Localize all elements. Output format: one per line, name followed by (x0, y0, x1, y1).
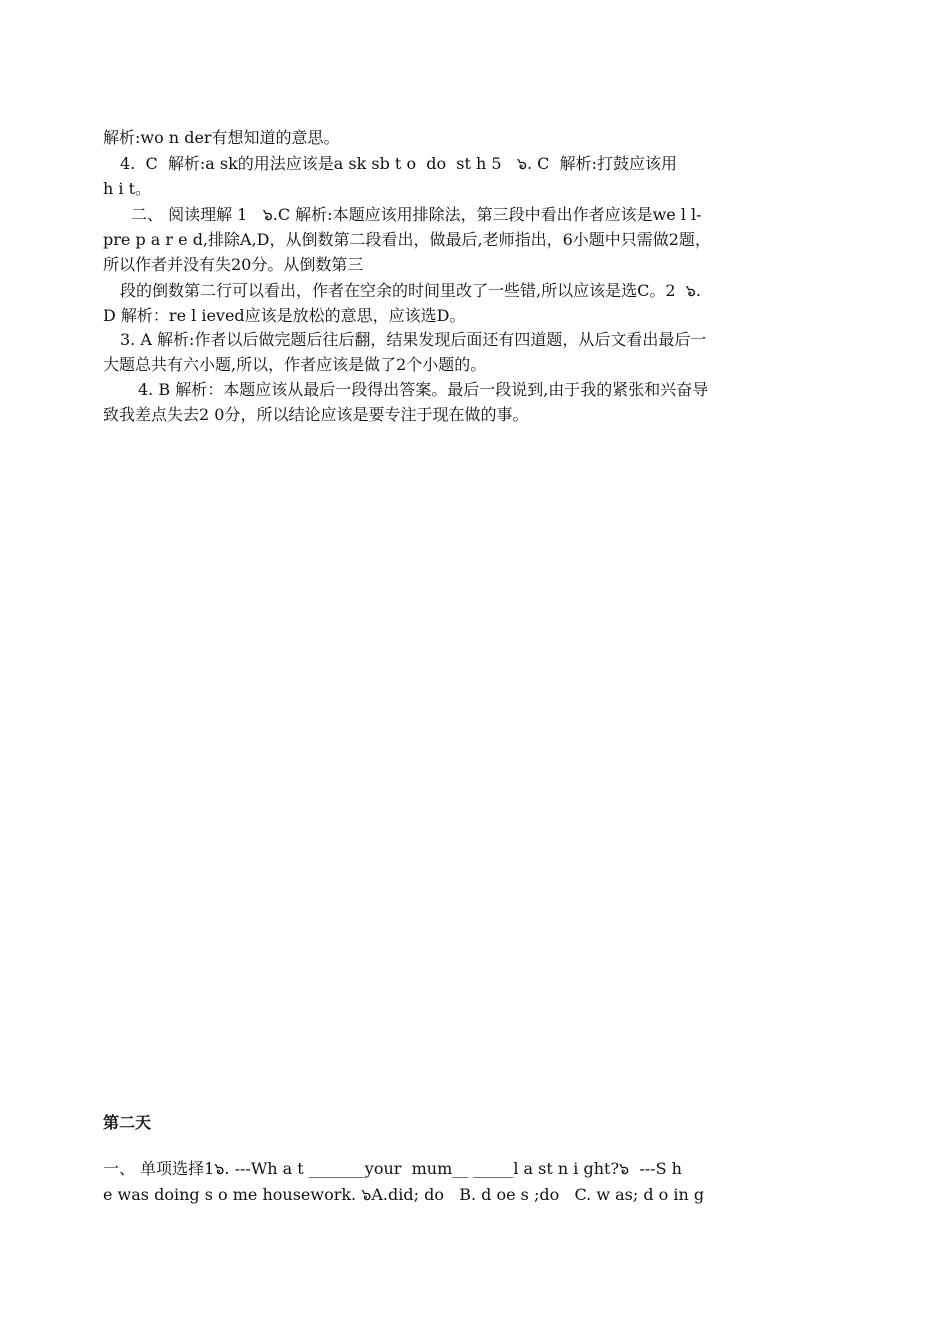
text-line: D 解析：re l ieved应该是放松的意思，应该选D。 (103, 306, 466, 325)
text-line: 解析:wo n der有想知道的意思。 (103, 128, 340, 147)
text-line: 所以作者并没有失20分。从倒数第三 (103, 255, 364, 274)
question-line: e was doing s o me housework. ๖A.did; do B. d oe s ;do C. w as; d o in g (103, 1185, 705, 1204)
text-line: 大题总共有六小题,所以，作者应该是做了2个小题的。 (103, 355, 487, 374)
text-line: 段的倒数第二行可以看出，作者在空余的时间里改了一些错,所以应该是选C。2 ๖. (120, 281, 701, 300)
text-line: pre p a r e d,排除A,D，从倒数第二段看出，做最后,老师指出，6小题中只需做2题， (103, 230, 711, 249)
text-line: 4. C 解析:a sk的用法应该是a sk sb t o do st h 5 ๖. C 解析:打鼓应该用 (120, 154, 677, 173)
text-line: 致我差点失去2 0分，所以结论应该是要专注于现在做的事。 (103, 405, 529, 424)
text-line: 4. B 解析：本题应该从最后一段得出答案。最后一段说到,由于我的紧张和兴奋导 (138, 380, 709, 399)
text-line: 二、 阅读理解 1 ๖.C 解析:本题应该用排除法，第三段中看出作者应该是we l l- (131, 205, 702, 224)
text-line: 3. A 解析:作者以后做完题后往后翻，结果发现后面还有四道题，从后文看出最后一 (120, 330, 707, 349)
question-line: 一、 单项选择1๖. ---Wh a t _______your mum__ _____l a st n i ght?๖ ---S h (103, 1159, 682, 1178)
text-line: h i t。 (103, 179, 152, 198)
section-heading: 第二天 (103, 1113, 152, 1132)
